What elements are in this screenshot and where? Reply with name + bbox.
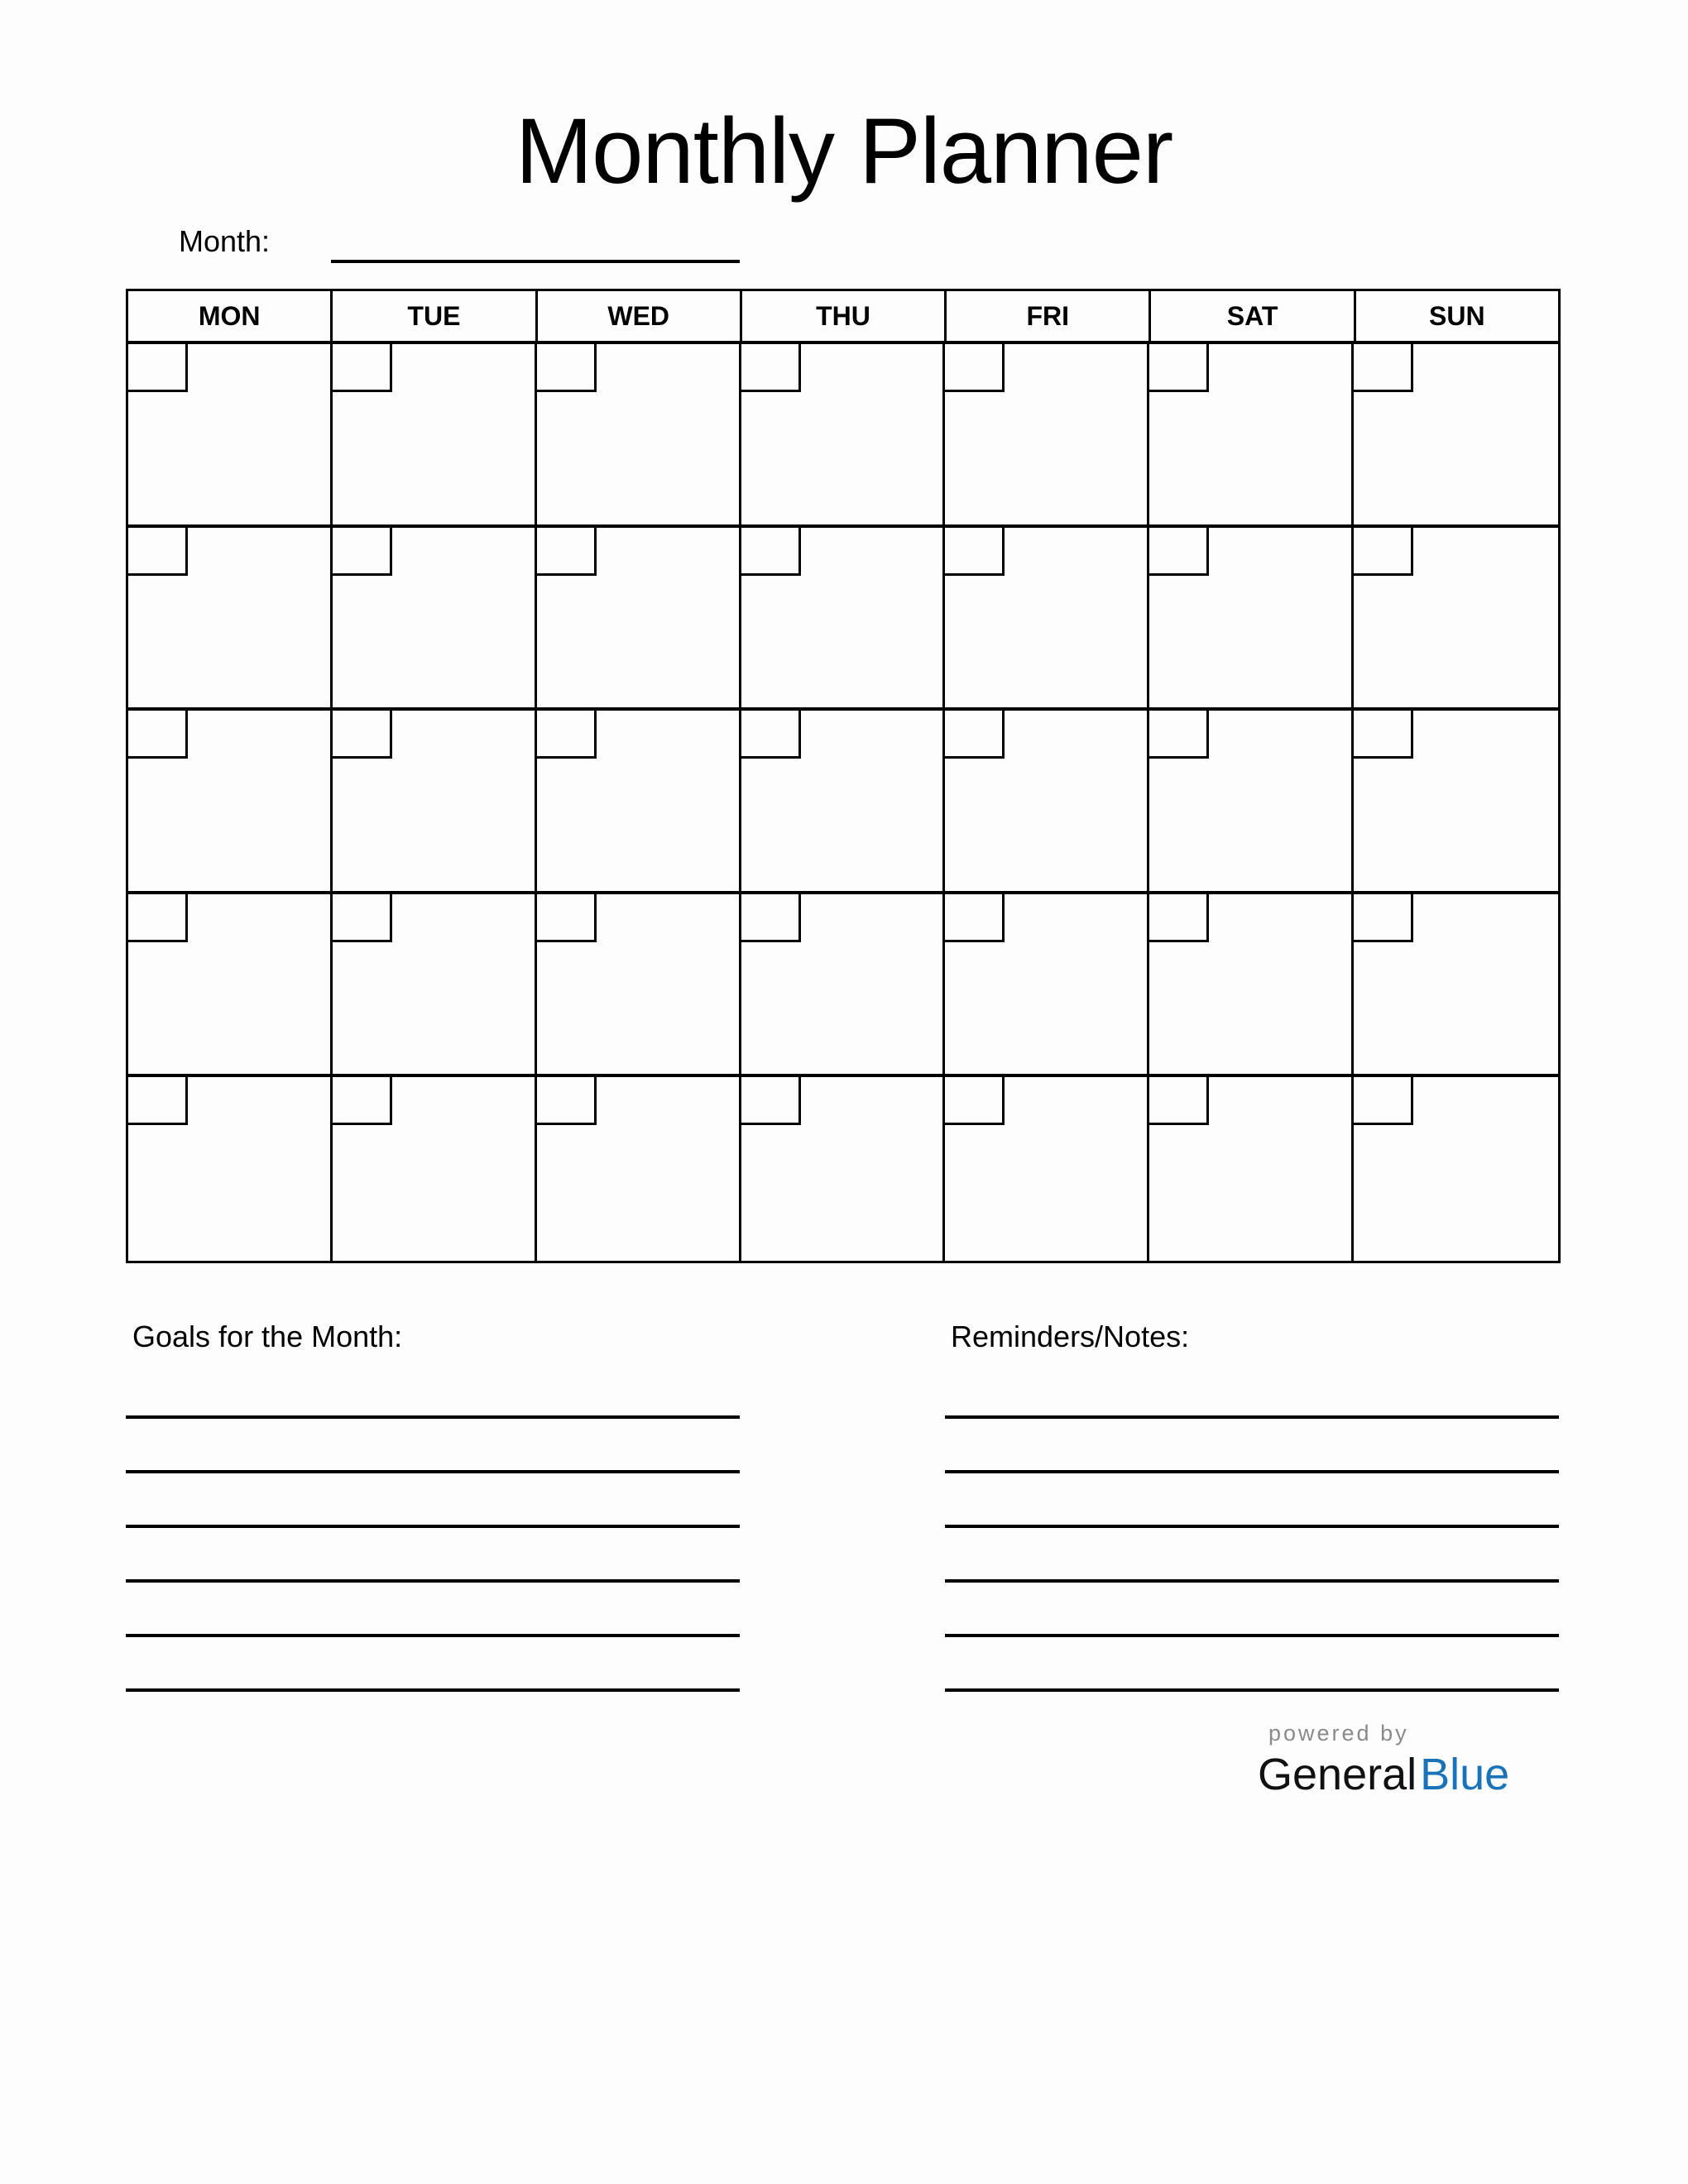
day-cell[interactable]: [537, 894, 741, 1078]
note-line[interactable]: [945, 1579, 1559, 1583]
goals-lines: [126, 1415, 740, 1743]
day-cell[interactable]: [741, 1077, 946, 1261]
date-number-box[interactable]: [333, 894, 392, 942]
day-cell[interactable]: [1354, 528, 1558, 711]
date-number-box[interactable]: [1149, 528, 1209, 576]
day-cell[interactable]: [537, 1077, 741, 1261]
date-number-box[interactable]: [1149, 344, 1209, 392]
powered-by-text: powered by: [1268, 1721, 1409, 1746]
date-number-box[interactable]: [128, 1077, 188, 1125]
goal-line[interactable]: [126, 1415, 740, 1419]
note-line[interactable]: [945, 1415, 1559, 1419]
day-cell[interactable]: [945, 711, 1149, 894]
day-cell[interactable]: [128, 1077, 333, 1261]
date-number-box[interactable]: [1354, 894, 1413, 942]
day-cell[interactable]: [128, 344, 333, 528]
calendar-body: [128, 344, 1558, 1261]
date-number-box[interactable]: [1354, 344, 1413, 392]
day-cell[interactable]: [333, 1077, 537, 1261]
date-number-box[interactable]: [1149, 711, 1209, 759]
brand-name-blue: Blue: [1420, 1750, 1510, 1799]
day-header-sun: SUN: [1429, 301, 1485, 331]
date-number-box[interactable]: [741, 1077, 801, 1125]
month-input-line[interactable]: [331, 260, 740, 263]
day-cell[interactable]: [1149, 528, 1354, 711]
day-cell[interactable]: [1354, 711, 1558, 894]
date-number-box[interactable]: [128, 344, 188, 392]
day-cell[interactable]: [741, 711, 946, 894]
day-cell[interactable]: [333, 894, 537, 1078]
day-cell[interactable]: [945, 894, 1149, 1078]
goal-line[interactable]: [126, 1579, 740, 1583]
calendar-header: [128, 291, 1558, 344]
date-number-box[interactable]: [1149, 894, 1209, 942]
day-cell[interactable]: [537, 711, 741, 894]
day-cell[interactable]: [945, 1077, 1149, 1261]
day-cell[interactable]: [333, 711, 537, 894]
day-cell[interactable]: [1149, 894, 1354, 1078]
date-number-box[interactable]: [333, 1077, 392, 1125]
date-number-box[interactable]: [537, 711, 597, 759]
notes-lines: [945, 1415, 1559, 1743]
day-cell[interactable]: [1149, 711, 1354, 894]
date-number-box[interactable]: [1354, 1077, 1413, 1125]
day-cell[interactable]: [741, 894, 946, 1078]
date-number-box[interactable]: [333, 344, 392, 392]
date-number-box[interactable]: [333, 711, 392, 759]
date-number-box[interactable]: [128, 711, 188, 759]
page-title: Monthly Planner: [515, 99, 1173, 203]
goals-label: Goals for the Month:: [132, 1320, 403, 1353]
date-number-box[interactable]: [741, 711, 801, 759]
day-cell[interactable]: [945, 528, 1149, 711]
date-number-box[interactable]: [1354, 528, 1413, 576]
date-number-box[interactable]: [128, 894, 188, 942]
date-number-box[interactable]: [537, 528, 597, 576]
notes-label: Reminders/Notes:: [951, 1320, 1190, 1353]
brand-name-general: General: [1258, 1750, 1417, 1799]
day-cell[interactable]: [1354, 1077, 1558, 1261]
goal-line[interactable]: [126, 1525, 740, 1528]
brand-name: [1258, 1749, 1509, 1800]
month-label: Month:: [179, 224, 271, 258]
date-number-box[interactable]: [741, 344, 801, 392]
day-cell[interactable]: [741, 528, 946, 711]
day-cell[interactable]: [333, 528, 537, 711]
goal-line[interactable]: [126, 1634, 740, 1637]
date-number-box[interactable]: [945, 711, 1005, 759]
date-number-box[interactable]: [741, 528, 801, 576]
day-header-sat: SAT: [1151, 291, 1355, 341]
day-cell[interactable]: [128, 711, 333, 894]
note-line[interactable]: [945, 1634, 1559, 1637]
calendar-grid: [126, 289, 1561, 1263]
day-cell[interactable]: [1149, 344, 1354, 528]
day-cell[interactable]: [1354, 344, 1558, 528]
day-header-fri: FRI: [947, 291, 1151, 341]
day-cell[interactable]: [537, 344, 741, 528]
note-line[interactable]: [945, 1470, 1559, 1473]
day-header-tue: TUE: [333, 291, 537, 341]
day-cell[interactable]: [1354, 894, 1558, 1078]
day-header-mon: MON: [128, 291, 333, 341]
day-header-thu: THU: [742, 291, 947, 341]
date-number-box[interactable]: [128, 528, 188, 576]
date-number-box[interactable]: [333, 528, 392, 576]
day-cell[interactable]: [128, 894, 333, 1078]
goal-line[interactable]: [126, 1470, 740, 1473]
date-number-box[interactable]: [1354, 711, 1413, 759]
day-cell[interactable]: [1149, 1077, 1354, 1261]
note-line[interactable]: [945, 1688, 1559, 1692]
day-header-wed: WED: [538, 291, 742, 341]
day-cell[interactable]: [945, 344, 1149, 528]
note-line[interactable]: [945, 1525, 1559, 1528]
date-number-box[interactable]: [945, 1077, 1005, 1125]
date-number-box[interactable]: [945, 894, 1005, 942]
date-number-box[interactable]: [741, 894, 801, 942]
date-number-box[interactable]: [945, 528, 1005, 576]
date-number-box[interactable]: [1149, 1077, 1209, 1125]
day-cell[interactable]: [741, 344, 946, 528]
goal-line[interactable]: [126, 1688, 740, 1692]
date-number-box[interactable]: [945, 344, 1005, 392]
day-cell[interactable]: [128, 528, 333, 711]
date-number-box[interactable]: [537, 1077, 597, 1125]
date-number-box[interactable]: [537, 344, 597, 392]
date-number-box[interactable]: [537, 894, 597, 942]
day-cell[interactable]: [333, 344, 537, 528]
day-cell[interactable]: [537, 528, 741, 711]
